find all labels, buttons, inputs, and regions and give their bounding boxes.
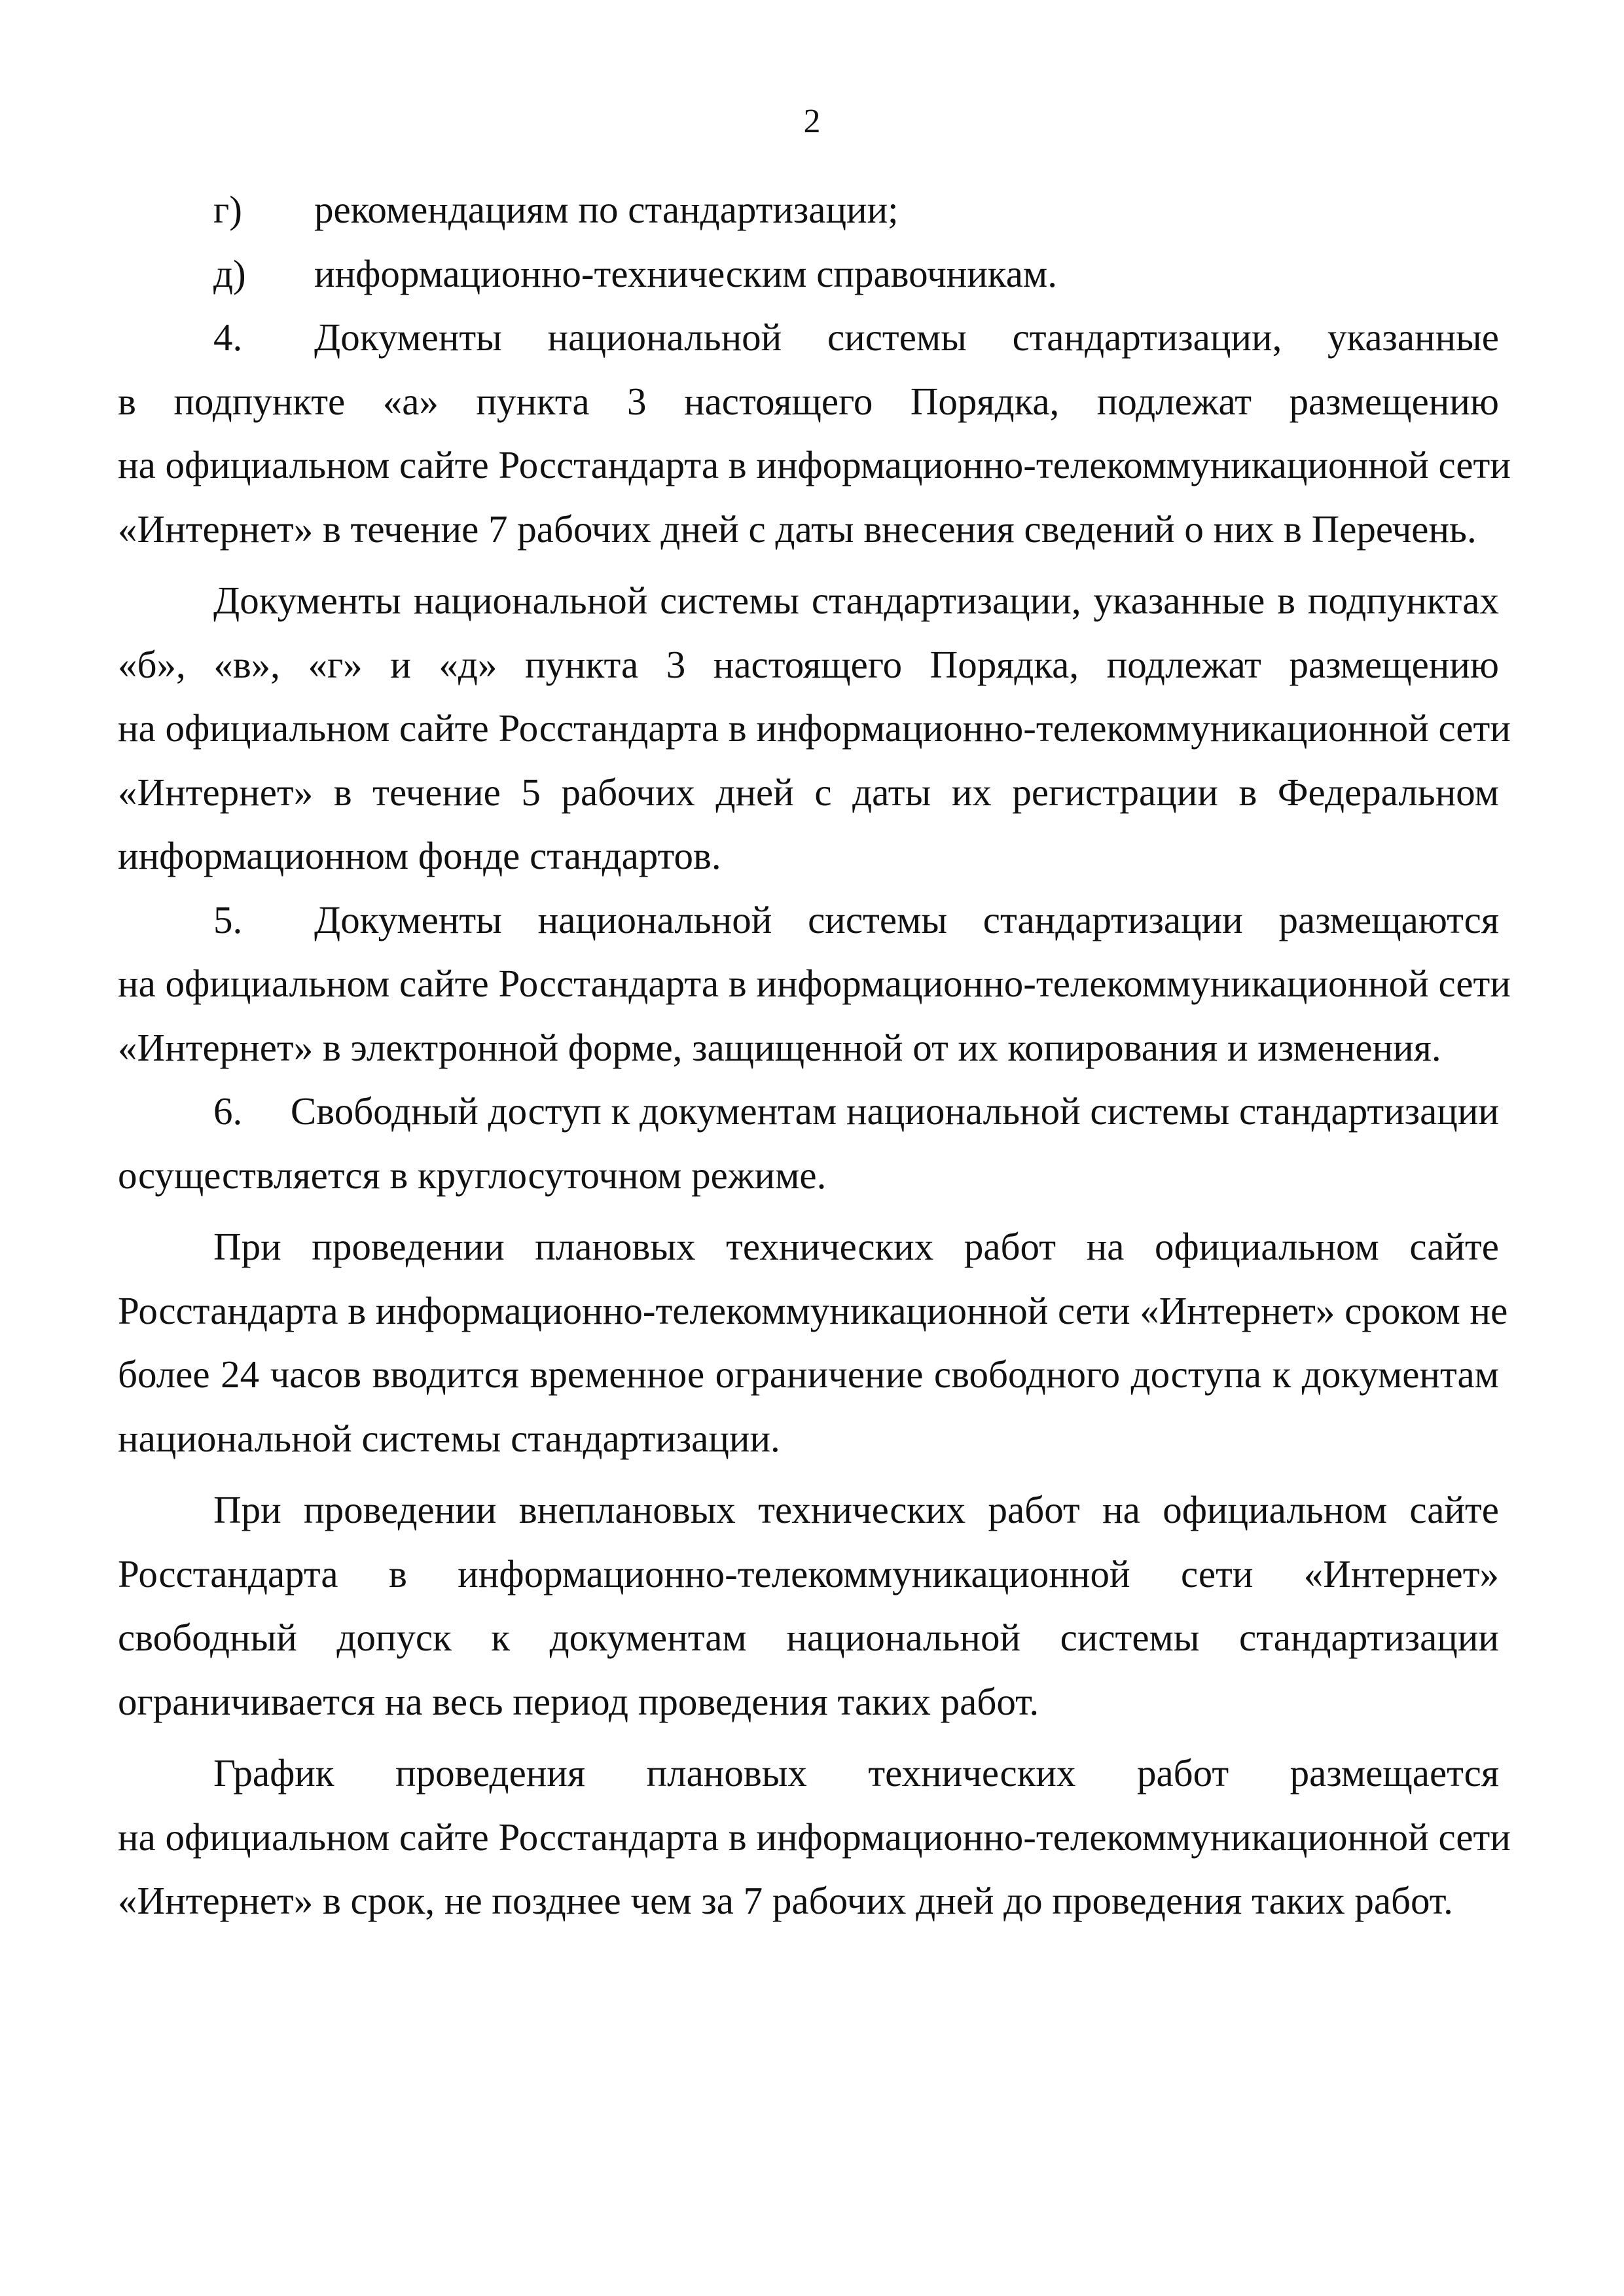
paragraph-6-unplanned-works xyxy=(118,1478,1499,1734)
document-body xyxy=(118,178,1511,1933)
list-item-d xyxy=(118,242,1499,306)
paragraph-4-continued xyxy=(118,569,1511,888)
list-marker: д) xyxy=(213,251,246,295)
paragraph-marker: 6. xyxy=(213,1089,243,1133)
paragraph-line: График проведения плановых технических работ размещается xyxy=(213,1751,1499,1795)
paragraph-line: осуществляется в круглосуточном режиме. xyxy=(118,1153,827,1197)
paragraph-line: Росстандарта в информационно-телекоммуникационной сети «Интернет» сроком не xyxy=(118,1288,1508,1332)
paragraph-line: национальной системы стандартизации. xyxy=(118,1416,780,1460)
paragraph-line: на официальном сайте Росстандарта в информационно-телекоммуникационной сети xyxy=(118,1815,1511,1859)
paragraph-line: свободный допуск к документам национальной системы стандартизации xyxy=(118,1616,1499,1659)
paragraph-line: «б», «в», «г» и «д» пункта 3 настоящего Порядка, подлежат размещению xyxy=(118,642,1499,686)
paragraph-line: на официальном сайте Росстандарта в информационно-телекоммуникационной сети xyxy=(118,706,1511,750)
paragraph-line: «Интернет» в срок, не позднее чем за 7 рабочих дней до проведения таких работ. xyxy=(118,1879,1453,1922)
page-number: 2 xyxy=(803,103,821,140)
paragraph-line: Документы национальной системы стандартизации, указанные в подпунктах xyxy=(213,579,1499,622)
list-item-g xyxy=(118,178,1499,242)
paragraph-marker: 5. xyxy=(213,898,243,941)
list-text: рекомендациям по стандартизации; xyxy=(314,188,899,231)
paragraph-line: более 24 часов вводится временное ограничение свободного доступа к документам xyxy=(118,1353,1499,1396)
paragraph-line: «Интернет» в течение 7 рабочих дней с даты внесения сведений о них в Перечень. xyxy=(118,507,1477,551)
paragraph-line-text: Свободный доступ к документам национальной системы стандартизации xyxy=(290,1089,1499,1133)
paragraph-6-planned-works xyxy=(118,1215,1508,1470)
paragraph-line: информационном фонде стандартов. xyxy=(118,834,721,877)
paragraph-line: ограничивается на весь период проведения таких работ. xyxy=(118,1679,1039,1723)
paragraph-6 xyxy=(118,1080,1499,1207)
paragraph-line-text: Документы национальной системы стандартизации, указанные xyxy=(314,316,1499,359)
paragraph-line: на официальном сайте Росстандарта в информационно-телекоммуникационной сети xyxy=(118,443,1511,486)
list-marker: г) xyxy=(213,188,242,231)
paragraph-4 xyxy=(118,306,1511,561)
paragraph-line: При проведении плановых технических работ на официальном сайте xyxy=(213,1225,1499,1268)
paragraph-line-text: Документы национальной системы стандартизации размещаются xyxy=(314,898,1499,941)
paragraph-line: Росстандарта в информационно-телекоммуникационной сети «Интернет» xyxy=(118,1552,1499,1595)
list-text: информационно-техническим справочникам. xyxy=(314,251,1057,295)
paragraph-line xyxy=(118,888,1499,953)
paragraph-5 xyxy=(118,888,1511,1080)
paragraph-line: «Интернет» в течение 5 рабочих дней с даты их регистрации в Федеральном xyxy=(118,770,1499,814)
paragraph-line: в подпункте «а» пункта 3 настоящего Порядка, подлежат размещению xyxy=(118,379,1499,423)
paragraph-line: на официальном сайте Росстандарта в информационно-телекоммуникационной сети xyxy=(118,962,1511,1005)
paragraph-line: «Интернет» в электронной форме, защищенной от их копирования и изменения. xyxy=(118,1025,1441,1069)
paragraph-line: При проведении внеплановых технических работ на официальном сайте xyxy=(213,1488,1499,1531)
paragraph-marker: 4. xyxy=(213,316,243,359)
paragraph-line xyxy=(118,1080,1499,1144)
paragraph-line xyxy=(118,306,1499,370)
paragraph-6-schedule xyxy=(118,1741,1511,1933)
